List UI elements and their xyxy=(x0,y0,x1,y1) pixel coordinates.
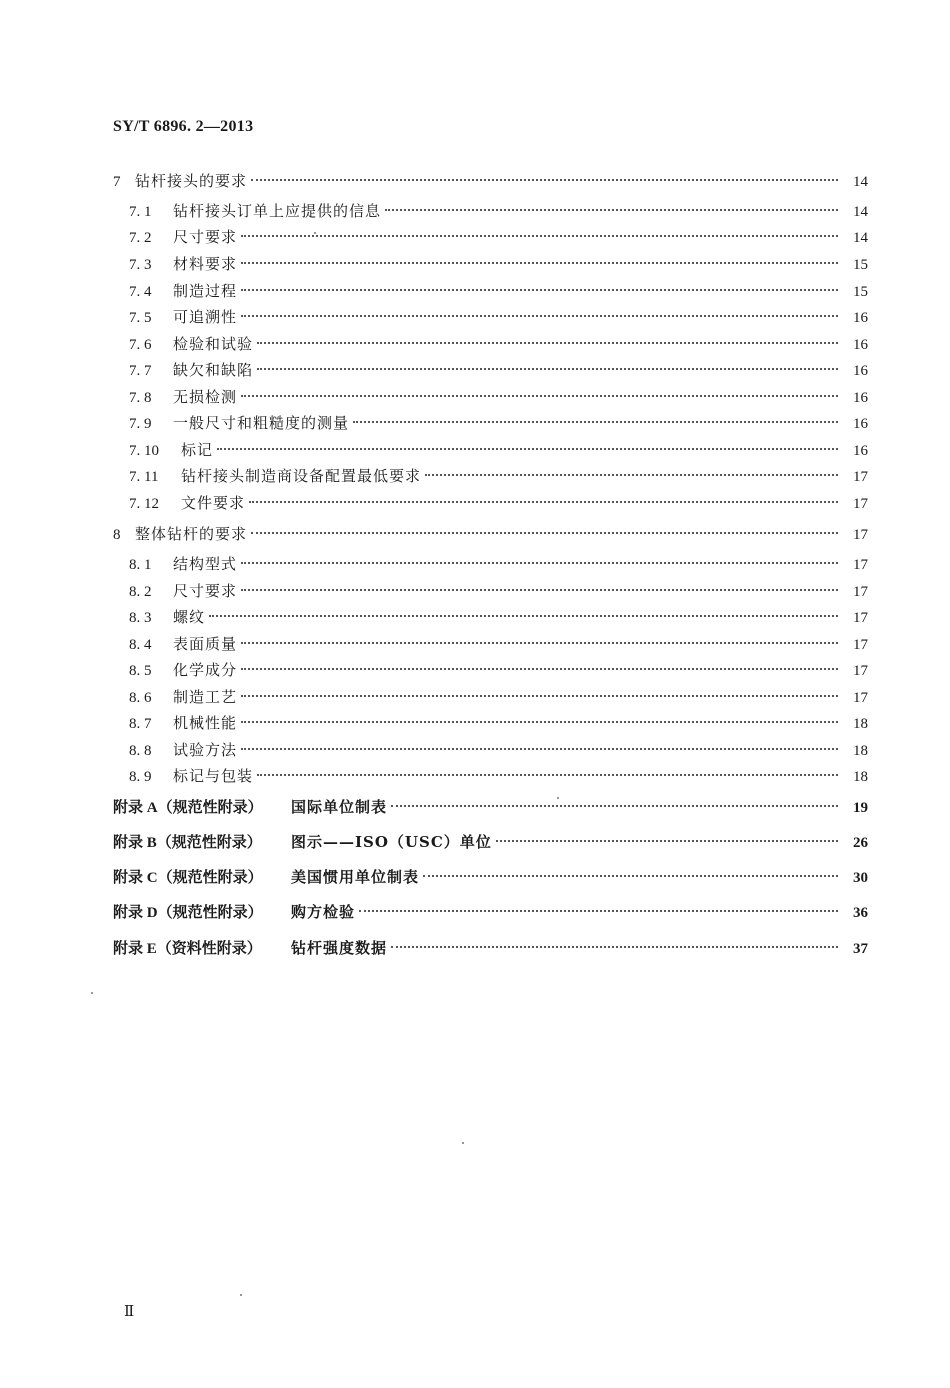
toc-entry-title: 标记 xyxy=(181,441,214,459)
toc-dot-leader xyxy=(425,474,838,476)
toc-dot-leader xyxy=(251,532,838,534)
toc-entry-title: 钻杆接头订单上应提供的信息 xyxy=(173,202,382,220)
toc-entry[interactable] xyxy=(129,386,868,408)
toc-dot-leader xyxy=(241,562,838,564)
toc-entry-number: 7. 6 xyxy=(129,337,152,353)
toc-dot-leader xyxy=(353,421,838,423)
toc-entry-number: 8. 8 xyxy=(129,743,152,759)
toc-entry-page: 26 xyxy=(853,835,868,851)
toc-entry-page: 17 xyxy=(853,469,868,485)
toc-entry-page: 17 xyxy=(853,663,868,679)
toc-entry-page: 18 xyxy=(853,769,868,785)
toc-entry-title: 美国惯用单位制表 xyxy=(291,868,420,886)
toc-entry[interactable] xyxy=(129,200,868,222)
toc-entry-number: 附录 B（规范性附录） xyxy=(113,835,262,851)
toc-dot-leader xyxy=(241,668,838,670)
toc-entry-title: 钻杆接头制造商设备配置最低要求 xyxy=(181,467,422,485)
toc-dot-leader xyxy=(423,875,838,877)
toc-entry-number: 7. 11 xyxy=(129,469,159,485)
toc-entry-title: 文件要求 xyxy=(181,494,246,512)
toc-entry-title: 螺纹 xyxy=(173,608,206,626)
toc-dot-leader xyxy=(391,946,838,948)
toc-entry[interactable] xyxy=(129,439,868,461)
toc-entry[interactable] xyxy=(129,465,868,487)
toc-entry-number: 8. 5 xyxy=(129,663,152,679)
scan-speck xyxy=(462,1142,464,1144)
toc-entry-number: 7. 4 xyxy=(129,284,152,300)
toc-entry-number: 7. 7 xyxy=(129,363,152,379)
toc-entry-title: 制造过程 xyxy=(173,282,238,300)
toc-entry[interactable] xyxy=(113,831,868,853)
toc-dot-leader xyxy=(241,235,838,237)
toc-entry[interactable] xyxy=(129,280,868,302)
toc-entry-title: 化学成分 xyxy=(173,661,238,679)
toc-entry-page: 17 xyxy=(853,557,868,573)
toc-entry-page: 37 xyxy=(853,941,868,957)
toc-dot-leader xyxy=(241,289,838,291)
toc-entry-number: 8. 7 xyxy=(129,716,152,732)
toc-entry-title: 可追溯性 xyxy=(173,308,238,326)
toc-dot-leader xyxy=(257,774,838,776)
toc-entry-title: 一般尺寸和粗糙度的测量 xyxy=(173,414,350,432)
toc-entry-page: 17 xyxy=(853,527,868,543)
toc-entry-number: 8. 3 xyxy=(129,610,152,626)
toc-entry-title: 缺欠和缺陷 xyxy=(173,361,254,379)
toc-entry-page: 16 xyxy=(853,390,868,406)
toc-entry-page: 17 xyxy=(853,496,868,512)
toc-entry-title: 结构型式 xyxy=(173,555,238,573)
toc-entry-title: 购方检验 xyxy=(291,903,356,921)
toc-entry-title: 标记与包装 xyxy=(173,767,254,785)
toc-entry-number: 附录 C（规范性附录） xyxy=(113,870,263,886)
toc-entry-title: 尺寸要求 xyxy=(173,582,238,600)
toc-entry[interactable] xyxy=(129,659,868,681)
toc-entry[interactable] xyxy=(129,359,868,381)
toc-dot-leader xyxy=(241,395,838,397)
toc-entry-number: 8. 6 xyxy=(129,690,152,706)
toc-entry-page: 15 xyxy=(853,284,868,300)
toc-dot-leader xyxy=(241,721,838,723)
document-code: SY/T 6896. 2—2013 xyxy=(113,118,254,135)
toc-dot-leader xyxy=(241,589,838,591)
toc-entry[interactable] xyxy=(129,253,868,275)
toc-entry-title: 钻杆接头的要求 xyxy=(135,172,248,190)
toc-entry-number: 附录 E（资料性附录） xyxy=(113,941,262,957)
toc-dot-leader xyxy=(241,315,838,317)
toc-dot-leader xyxy=(251,179,838,181)
toc-entry-page: 18 xyxy=(853,743,868,759)
toc-entry-title: 试验方法 xyxy=(173,741,238,759)
toc-entry-number: 7. 9 xyxy=(129,416,152,432)
toc-entry-page: 17 xyxy=(853,690,868,706)
toc-entry[interactable] xyxy=(129,712,868,734)
toc-entry-title: 尺寸要求 xyxy=(173,228,238,246)
scan-speck xyxy=(314,232,316,234)
toc-entry-page: 17 xyxy=(853,637,868,653)
toc-entry-title: 图示——ISO（USC）单位 xyxy=(291,833,492,851)
toc-entry-title: 无损检测 xyxy=(173,388,238,406)
toc-entry-page: 16 xyxy=(853,443,868,459)
toc-entry-number: 附录 A（规范性附录） xyxy=(113,800,263,816)
toc-entry-title: 钻杆强度数据 xyxy=(291,939,388,957)
toc-dot-leader xyxy=(241,695,838,697)
toc-dot-leader xyxy=(217,448,838,450)
toc-entry-number: 7 xyxy=(113,174,121,190)
toc-entry[interactable] xyxy=(113,866,868,888)
toc-dot-leader xyxy=(249,501,838,503)
toc-dot-leader xyxy=(385,209,838,211)
toc-entry[interactable] xyxy=(129,686,868,708)
toc-entry-number: 7. 10 xyxy=(129,443,159,459)
toc-entry-page: 19 xyxy=(853,800,868,816)
toc-entry[interactable] xyxy=(113,170,868,192)
toc-dot-leader xyxy=(241,748,838,750)
toc-entry-page: 30 xyxy=(853,870,868,886)
toc-entry-page: 17 xyxy=(853,610,868,626)
toc-entry-page: 15 xyxy=(853,257,868,273)
toc-entry[interactable] xyxy=(129,739,868,761)
toc-entry-title: 表面质量 xyxy=(173,635,238,653)
scan-speck xyxy=(91,992,93,994)
page-number: Ⅱ xyxy=(124,1304,135,1320)
toc-entry-page: 16 xyxy=(853,310,868,326)
scan-speck xyxy=(240,1294,242,1296)
toc-entry[interactable] xyxy=(113,901,868,923)
toc-entry-number: 附录 D（规范性附录） xyxy=(113,905,263,921)
toc-entry-title: 机械性能 xyxy=(173,714,238,732)
toc-entry[interactable] xyxy=(129,333,868,355)
toc-entry-number: 8. 4 xyxy=(129,637,152,653)
toc-entry-number: 7. 8 xyxy=(129,390,152,406)
toc-dot-leader xyxy=(257,342,838,344)
toc-dot-leader xyxy=(391,805,838,807)
toc-entry-page: 18 xyxy=(853,716,868,732)
toc-dot-leader xyxy=(359,910,838,912)
toc-entry-number: 7. 3 xyxy=(129,257,152,273)
toc-entry-title: 材料要求 xyxy=(173,255,238,273)
toc-entry-page: 14 xyxy=(853,204,868,220)
toc-dot-leader xyxy=(496,840,838,842)
toc-entry-page: 17 xyxy=(853,584,868,600)
toc-entry[interactable] xyxy=(129,226,868,248)
toc-entry[interactable] xyxy=(129,765,868,787)
toc-dot-leader xyxy=(241,262,838,264)
toc-entry-page: 16 xyxy=(853,337,868,353)
toc-entry[interactable] xyxy=(113,937,868,959)
toc-entry-number: 8. 2 xyxy=(129,584,152,600)
toc-entry-page: 14 xyxy=(853,230,868,246)
toc-entry-number: 8. 9 xyxy=(129,769,152,785)
scan-speck xyxy=(557,797,559,799)
toc-entry[interactable] xyxy=(129,606,868,628)
toc-dot-leader xyxy=(257,368,838,370)
toc-entry-number: 7. 5 xyxy=(129,310,152,326)
toc-entry-number: 8. 1 xyxy=(129,557,152,573)
toc-entry[interactable] xyxy=(113,796,868,818)
toc-entry-page: 16 xyxy=(853,363,868,379)
toc-entry-number: 7. 1 xyxy=(129,204,152,220)
toc-entry-title: 国际单位制表 xyxy=(291,798,388,816)
toc-dot-leader xyxy=(241,642,838,644)
toc-entry-page: 36 xyxy=(853,905,868,921)
toc-entry[interactable] xyxy=(113,523,868,545)
toc-entry[interactable] xyxy=(129,553,868,575)
toc-entry[interactable] xyxy=(129,580,868,602)
toc-entry-title: 检验和试验 xyxy=(173,335,254,353)
toc-entry-number: 7. 12 xyxy=(129,496,159,512)
toc-entry[interactable] xyxy=(129,306,868,328)
toc-entry-page: 16 xyxy=(853,416,868,432)
toc-entry-number: 7. 2 xyxy=(129,230,152,246)
toc-entry[interactable] xyxy=(129,633,868,655)
toc-entry[interactable] xyxy=(129,492,868,514)
toc-entry-title: 整体钻杆的要求 xyxy=(135,525,248,543)
toc-entry-number: 8 xyxy=(113,527,121,543)
toc-entry-page: 14 xyxy=(853,174,868,190)
toc-entry[interactable] xyxy=(129,412,868,434)
toc-dot-leader xyxy=(209,615,838,617)
toc-entry-title: 制造工艺 xyxy=(173,688,238,706)
